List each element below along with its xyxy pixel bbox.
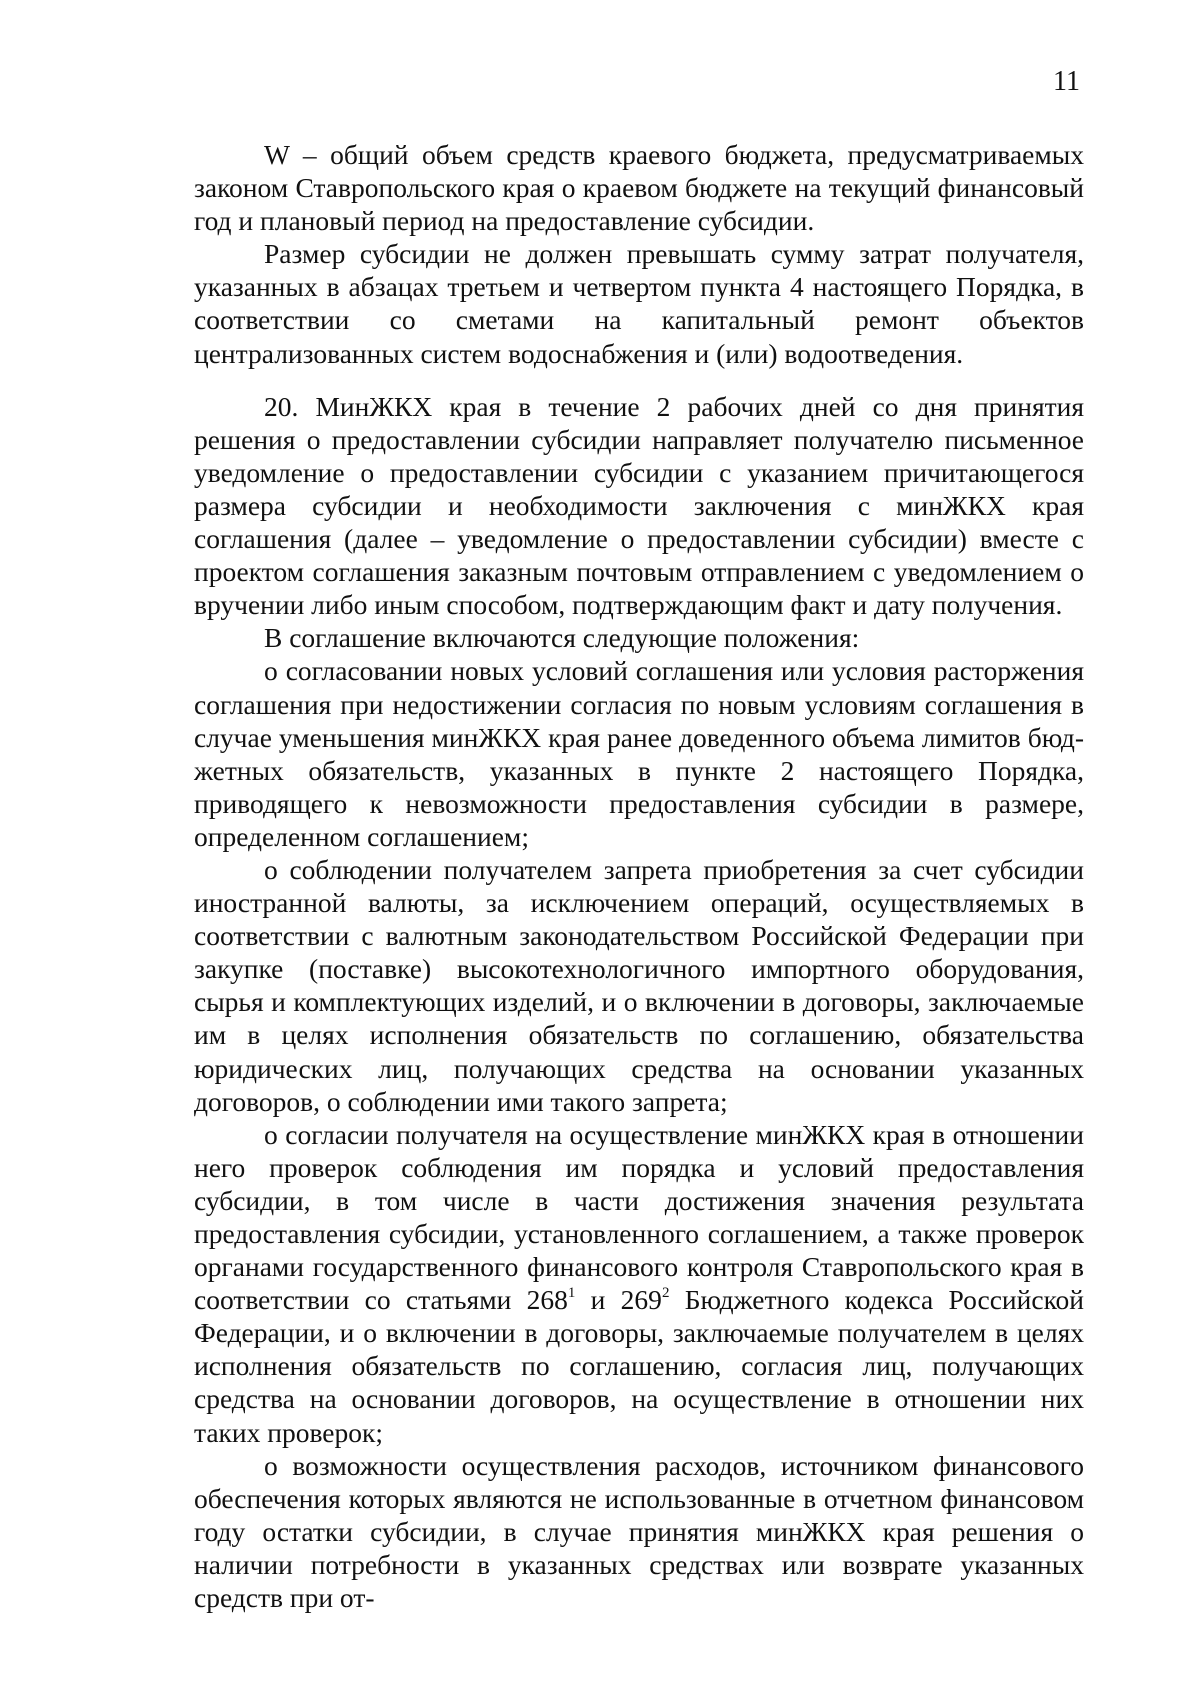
inspection-text-part-3: Бюджетного кодекса Российской Федерации, и о включении в договоры, заключаемые получателем в целях исполнения обязательств по соглашению, согласия лиц, получающих средства на основании договоров, на осуществление в отношении них таких проверок; <box>194 1284 1084 1448</box>
paragraph-new-conditions: о согласовании новых условий соглашения или условия расторжения соглашения при недостижении согласия по новым условиям соглашения в случае уменьшения минЖКХ края ранее доведенного объема лимитов бюджетных обязательств, указанных в пункте 2 настоящего Порядка, приводящего к невозможности предоставления субсидии в размере, определенном соглашением; <box>194 655 1084 852</box>
inspection-text-part-1: о согласии получателя на осуществление минЖКХ края в отношении него проверок соблюдения им порядка и условий предоставления субсидии, в том числе в части достижения значения результата предоставления субсидии, установленного соглашением, а также проверок органами государственного финансового контроля Ставропольского края в соответствии со статьями 268 <box>194 1118 1084 1316</box>
paragraph-subsidy-size: Размер субсидии не должен превышать сумму затрат получателя, указанных в абзацах третьем и четвертом пункта 4 настоящего Порядка, в соответствии со сметами на капитальный ремонт объектов централизованных систем водоснабжения и (или) водоотведения. <box>194 238 1084 369</box>
paragraph-item-20: 20. МинЖКХ края в течение 2 рабочих дней со дня принятия решения о предоставлении субсидии направляет получателю письменное уведомление о предоставлении субсидии с указанием причитающегося размера субсидии и необходимости заключения с минЖКХ края соглашения (далее – уведомление о предоставлении субсидии) вместе с проектом соглашения заказным почтовым отправлением с уведомлением о вручении либо иным способом, подтверждающим факт и дату получения. <box>194 390 1084 621</box>
paragraph-agreement-provisions: В соглашение включаются следующие положения: <box>264 622 860 654</box>
paragraph-inspection-consent <box>194 1118 1084 1449</box>
superscript-1: 1 <box>567 1285 576 1302</box>
paragraph-w-definition: W – общий объем средств краевого бюджета, предусматриваемых законом Ставропольского края о краевом бюджете на текущий финансовый год и плановый период на предоставление субсидии. <box>194 139 1084 237</box>
paragraph-unused-balances: о возможности осуществления расходов, источником финансового обеспечения которых являются не использованные в отчетном финансовом году остатки субсидии, в случае принятия минЖКХ края решения о наличии потребности в указанных средствах или возврате указанных средств при от- <box>194 1449 1084 1614</box>
superscript-2: 2 <box>661 1285 670 1302</box>
paragraph-currency-ban: о соблюдении получателем запрета приобретения за счет субсидии иностранной валюты, за исключением операций, осуществляемых в соответствии с валютным законодательством Российской Федерации при закупке (поставке) высокотехнологичного импортного оборудования, сырья и комплектующих изделий, и о включении в договоры, заключаемые им в целях исполнения обязательств по соглашению, обязательства юридических лиц, получающих средства на основании указанных договоров, о соблюдении ими такого запрета; <box>194 853 1084 1117</box>
inspection-text-part-2: и 269 <box>575 1284 662 1316</box>
page-number: 11 <box>1053 66 1080 97</box>
document-body <box>194 138 1084 1614</box>
